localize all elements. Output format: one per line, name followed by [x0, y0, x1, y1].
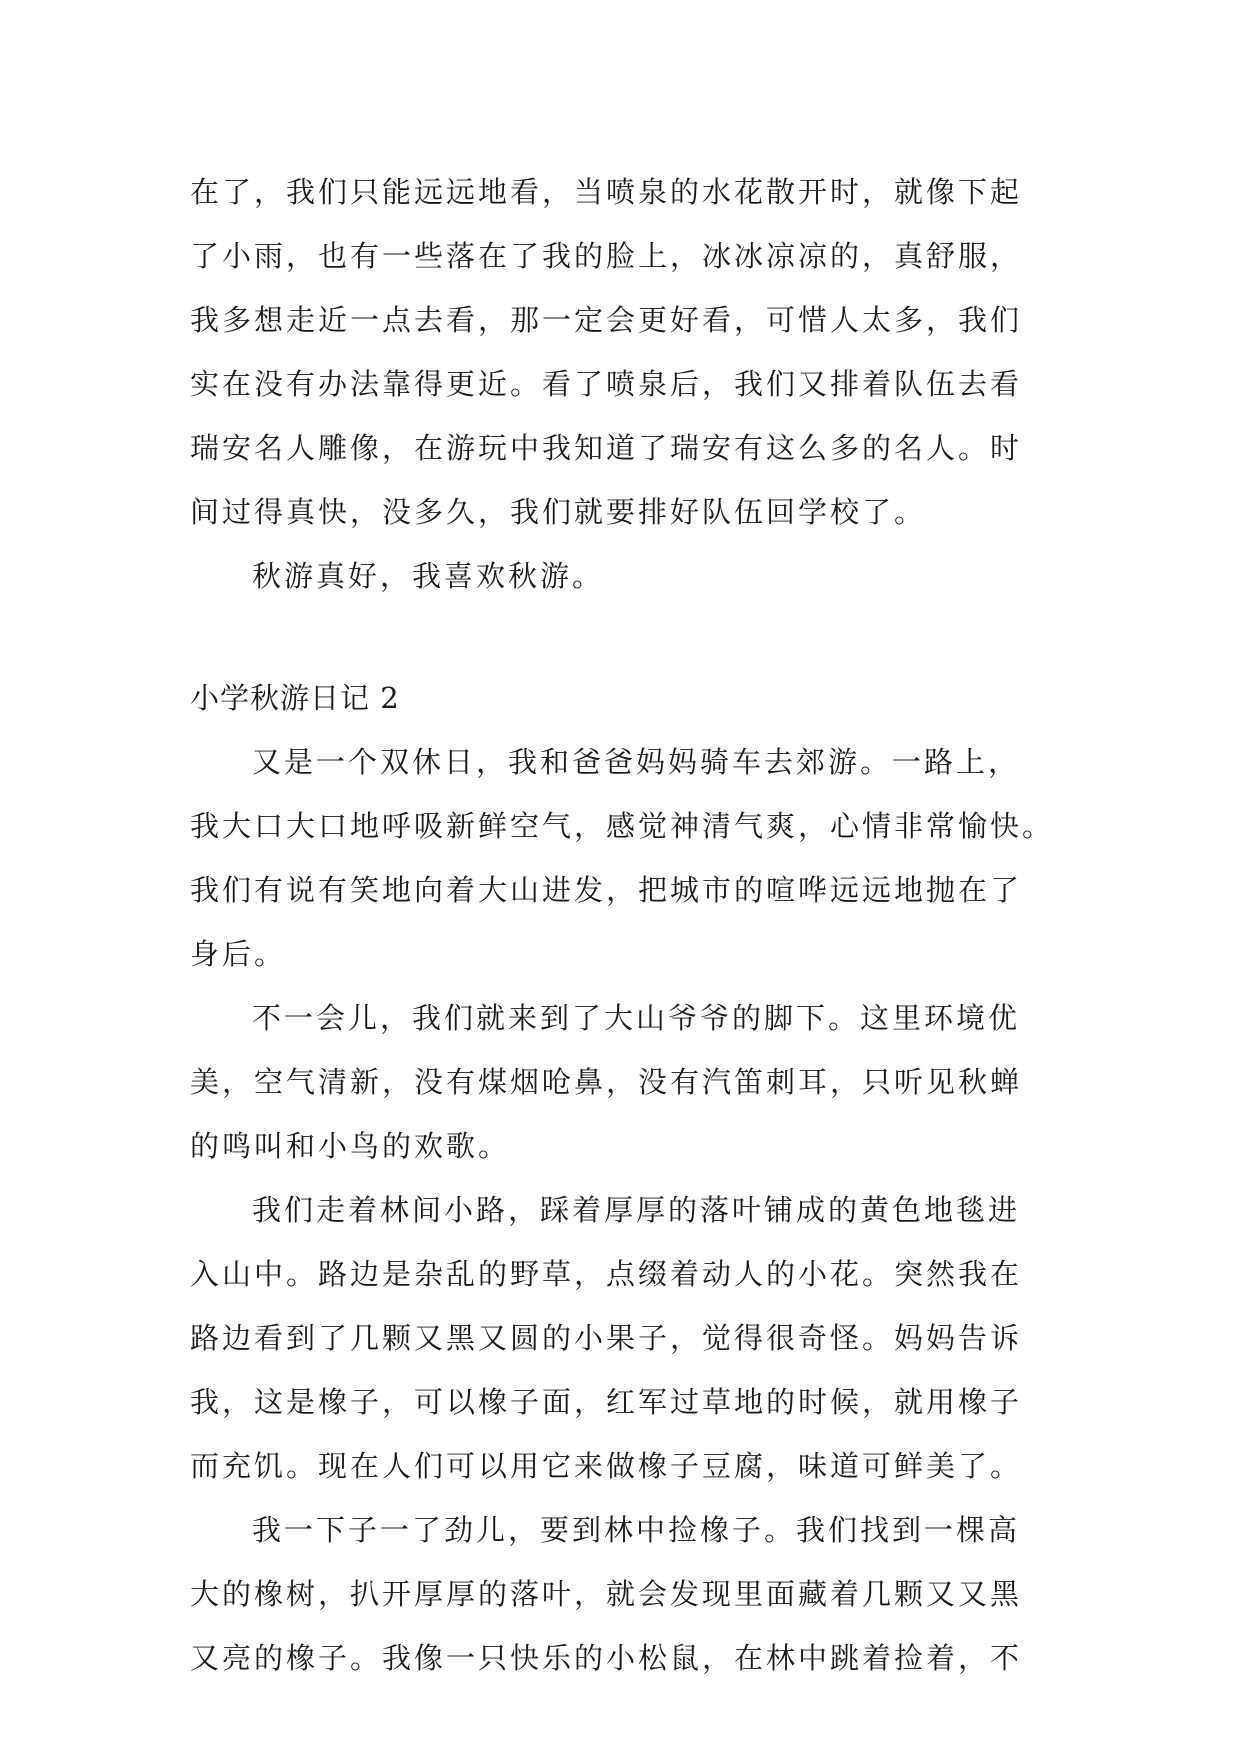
text-line: 美，空气清新，没有煤烟呛鼻，没有汽笛刺耳，只听见秋蝉: [190, 1065, 1023, 1099]
text-line: 我们走着林间小路，踩着厚厚的落叶铺成的黄色地毯进: [252, 1193, 1021, 1227]
paragraph: [190, 160, 1070, 544]
section-title: 小学秋游日记 2: [190, 681, 400, 715]
paragraph: [190, 544, 1070, 608]
text-line: 大的橡树，扒开厚厚的落叶，就会发现里面藏着几颗又又黑: [190, 1577, 1023, 1611]
text-line: 我们有说有笑地向着大山进发，把城市的喧哗远远地抛在了: [190, 873, 1023, 907]
text-line: 实在没有办法靠得更近。看了喷泉后，我们又排着队伍去看: [190, 367, 1023, 401]
text-line: 我，这是橡子，可以橡子面，红军过草地的时候，就用橡子: [190, 1385, 1023, 1419]
document-page: [190, 160, 1070, 1690]
section-gap: [190, 608, 1070, 666]
text-line: 瑞安名人雕像，在游玩中我知道了瑞安有这么多的名人。时: [190, 431, 1023, 465]
paragraph: [190, 1178, 1070, 1498]
text-line: 间过得真快，没多久，我们就要排好队伍回学校了。: [190, 495, 927, 529]
text-line: 了小雨，也有一些落在了我的脸上，冰冰凉凉的，真舒服，: [190, 239, 1023, 273]
paragraph: [190, 986, 1070, 1178]
paragraph: [190, 1498, 1070, 1690]
text-line: 在了，我们只能远远地看，当喷泉的水花散开时，就像下起: [190, 175, 1023, 209]
text-line: 路边看到了几颗又黑又圆的小果子，觉得很奇怪。妈妈告诉: [190, 1321, 1023, 1355]
text-line: 不一会儿，我们就来到了大山爷爷的脚下。这里环境优: [252, 1001, 1021, 1035]
text-line: 又是一个双休日，我和爸爸妈妈骑车去郊游。一路上，: [252, 745, 1021, 779]
text-line: 我多想走近一点去看，那一定会更好看，可惜人太多，我们: [190, 303, 1023, 337]
text-line: 入山中。路边是杂乱的野草，点缀着动人的小花。突然我在: [190, 1257, 1023, 1291]
paragraph: [190, 730, 1070, 986]
text-line: 又亮的橡子。我像一只快乐的小松鼠，在林中跳着捡着，不: [190, 1641, 1023, 1675]
text-line: 身后。: [190, 937, 287, 971]
text-line: 我一下子一了劲儿，要到林中捡橡子。我们找到一棵高: [252, 1513, 1021, 1547]
text-line: 我大口大口地呼吸新鲜空气，感觉神清气爽，心情非常愉快。: [190, 809, 1055, 843]
text-line: 而充饥。现在人们可以用它来做橡子豆腐，味道可鲜美了。: [190, 1449, 1023, 1483]
text-line: 秋游真好，我喜欢秋游。: [252, 559, 605, 593]
text-line: 的鸣叫和小鸟的欢歌。: [190, 1129, 511, 1163]
